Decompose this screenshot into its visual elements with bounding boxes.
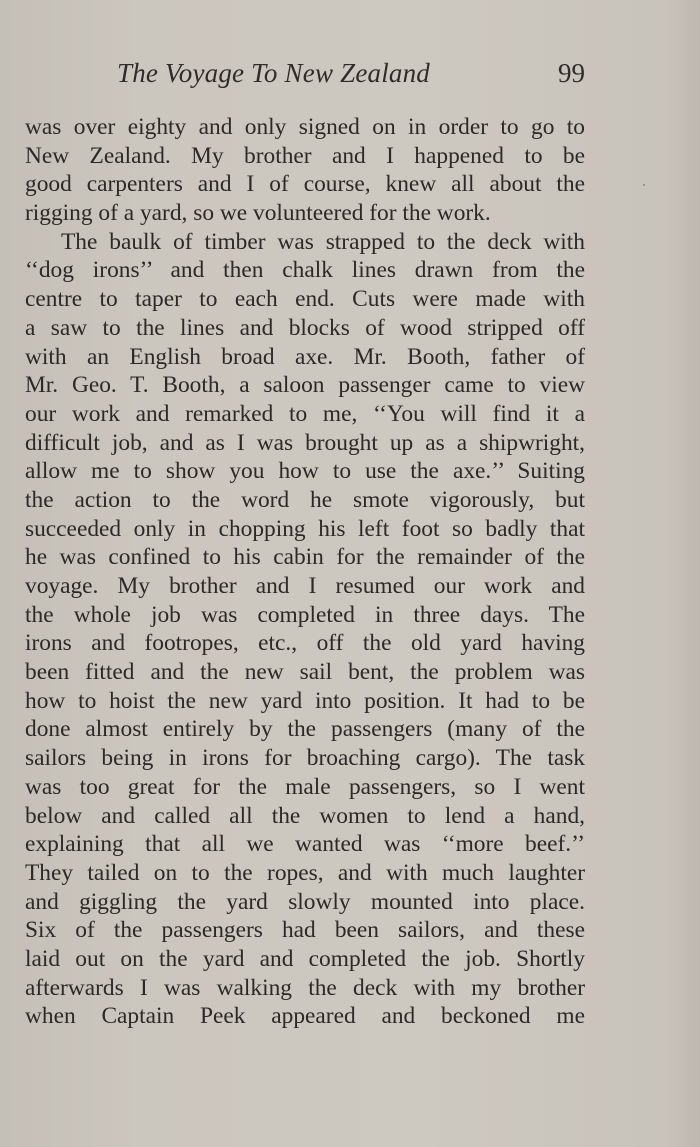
text-line: and giggling the yard slowly mounted into place. <box>25 888 585 915</box>
text-line: rigging of a yard, so we volunteered for the work. <box>25 200 491 227</box>
text-line: irons and footropes, etc., off the old yard having <box>25 630 585 657</box>
text-line: explaining that all we wanted was ‘‘more beef.’’ <box>25 831 585 858</box>
text-line: Mr. Geo. T. Booth, a saloon passenger came to view <box>25 372 585 399</box>
running-head: The Voyage To New Zealand <box>117 58 431 88</box>
page-header <box>25 58 585 94</box>
text-line: when Captain Peek appeared and beckoned me <box>25 1003 585 1030</box>
text-line: New Zealand. My brother and I happened to be <box>25 142 585 169</box>
text-line: allow me to show you how to use the axe.’’ Suiting <box>25 458 585 485</box>
text-line: difficult job, and as I was brought up as a shipwright, <box>25 429 585 456</box>
text-line: been fitted and the new sail bent, the problem was <box>25 659 585 686</box>
text-line: the action to the word he smote vigorously, but <box>25 486 585 513</box>
text-line: afterwards I was walking the deck with my brother <box>25 974 585 1001</box>
text-line: he was confined to his cabin for the remainder of the <box>25 544 585 571</box>
text-line: The baulk of timber was strapped to the deck with <box>61 228 585 255</box>
text-line: below and called all the women to lend a hand, <box>25 802 585 829</box>
text-line: good carpenters and I of course, knew all about the <box>25 171 585 198</box>
text-line: centre to taper to each end. Cuts were made with <box>25 286 585 313</box>
text-line: how to hoist the new yard into position. It had to be <box>25 687 585 714</box>
text-line: They tailed on to the ropes, and with much laughter <box>25 859 585 886</box>
text-line: sailors being in irons for broaching cargo). The task <box>25 745 585 772</box>
text-line: with an English broad axe. Mr. Booth, father of <box>25 343 585 370</box>
text-line: our work and remarked to me, ‘‘You will find it a <box>25 400 585 427</box>
text-line: Six of the passengers had been sailors, and these <box>25 917 585 944</box>
text-line: was too great for the male passengers, so I went <box>25 773 585 800</box>
text-line: a saw to the lines and blocks of wood stripped off <box>25 314 585 341</box>
text-line: laid out on the yard and completed the job. Shortly <box>25 945 585 972</box>
body-text <box>25 113 585 1031</box>
text-line: done almost entirely by the passengers (many of the <box>25 716 585 743</box>
text-line: ‘‘dog irons’’ and then chalk lines drawn from the <box>25 257 585 284</box>
text-line: succeeded only in chopping his left foot so badly that <box>25 515 585 542</box>
text-line: voyage. My brother and I resumed our work and <box>25 573 585 599</box>
page-number: 99 <box>558 58 585 88</box>
text-line: the whole job was completed in three days. The <box>25 601 585 628</box>
paper-speck <box>643 184 645 186</box>
text-line: was over eighty and only signed on in order to go to <box>25 114 585 140</box>
